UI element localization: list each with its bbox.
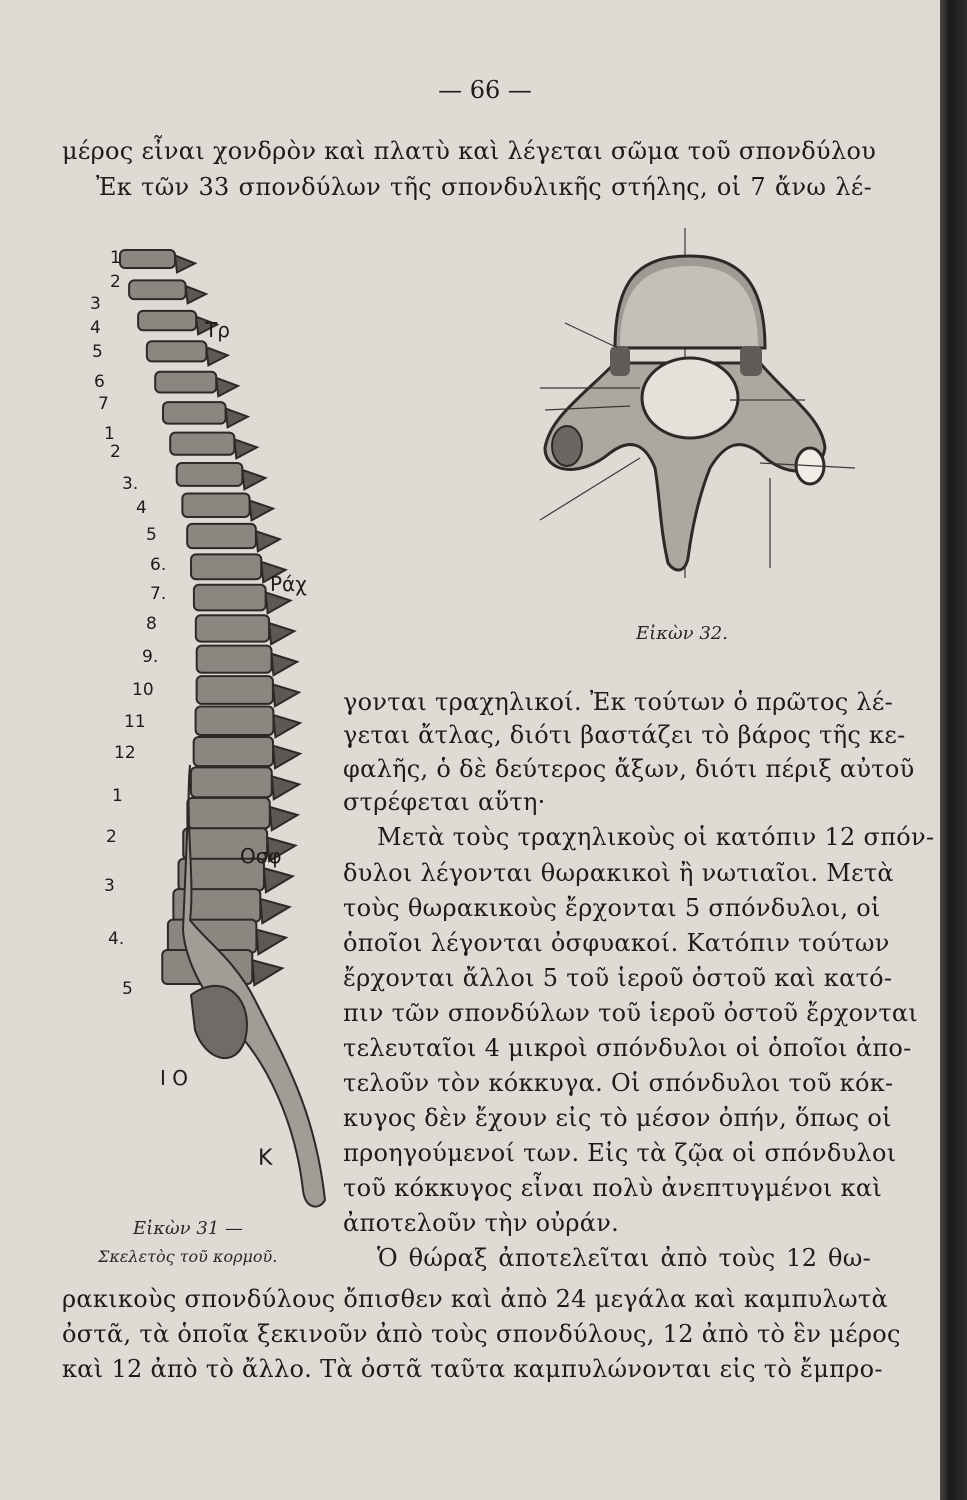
vertebra-shape: [177, 463, 243, 486]
spinous-process-shape: [256, 531, 280, 551]
region-label-cervical: Τρ: [205, 318, 230, 342]
vertebra-shape: [194, 737, 273, 766]
text-line: πιν τῶν σπονδύλων τοῦ ἱεροῦ ὀστοῦ ἔρχονται: [343, 999, 919, 1027]
spinous-process-shape: [272, 776, 299, 799]
spinous-process-shape: [252, 960, 282, 985]
vertebra-number-label: 12: [114, 743, 136, 763]
vertebra-number-label: 8: [146, 614, 157, 634]
spinous-process-shape: [269, 623, 294, 644]
vertebra-number-label: 1: [112, 786, 123, 806]
vertebra-illustration: [520, 228, 860, 593]
spinous-process-shape: [186, 286, 206, 303]
vertebra-number-label: 9.: [142, 647, 159, 667]
book-spine-shadow: [940, 0, 967, 1500]
text-line: ρακικοὺς σπονδύλους ὄπισθεν καὶ ἀπὸ 24 μεγάλα καὶ καμπυλωτὰ: [62, 1285, 888, 1313]
region-label-coccyx: Κ: [258, 1146, 273, 1171]
vertebra-number-label: 4: [136, 498, 147, 518]
text-line: ὀστᾶ, τὰ ὁποῖα ξεκινοῦν ἀπὸ τοὺς σπονδύλους, 12 ἀπὸ τὸ ἓν μέρος: [62, 1320, 901, 1348]
vertebra-shape: [129, 280, 186, 299]
vertebra-number-label: 5: [122, 979, 133, 999]
spinous-process-shape: [206, 347, 227, 365]
spinous-process-shape: [270, 807, 298, 830]
text-line: προηγούμενοί των. Εἰς τὰ ζῷα οἱ σπόνδυλοι: [343, 1139, 897, 1167]
figure-31-caption: Εἰκὼν 31 —: [133, 1218, 243, 1239]
vertebra-number-label: 4: [90, 318, 101, 338]
vertebra-shape: [197, 646, 272, 673]
vertebra-number-label: 7: [98, 394, 109, 414]
vertebra-shape: [197, 676, 273, 704]
text-line: ἀποτελοῦν τὴν οὐράν.: [343, 1209, 620, 1237]
vertebra-number-label: 3: [104, 876, 115, 896]
text-line: τελευταῖοι 4 μικροὶ σπόνδυλοι οἱ ὁποῖοι ἀπο-: [343, 1034, 912, 1062]
spinous-process-shape: [256, 930, 286, 955]
vertebra-number-label: 2: [110, 442, 121, 462]
text-line: δυλοι λέγονται θωρακικοὶ ἢ νωτιαῖοι. Μετὰ: [343, 859, 894, 887]
spinous-process-shape: [273, 715, 300, 737]
vertebra-shape: [170, 433, 234, 455]
text-line: ἔρχονται ἄλλοι 5 τοῦ ἱεροῦ ὀστοῦ καὶ κατό-: [343, 964, 893, 992]
text-line: μέρος εἶναι χονδρὸν καὶ πλατὺ καὶ λέγεται σῶμα τοῦ σπονδύλου: [62, 137, 877, 165]
vertebra-number-label: 5: [92, 342, 103, 362]
vertebra-number-label: 1: [110, 248, 121, 268]
region-label-sacrum: Ι Ο: [160, 1066, 188, 1090]
text-line: ὁποῖοι λέγονται ὀσφυακοί. Κατόπιν τούτων: [343, 929, 890, 957]
vertebra-shape: [147, 341, 207, 361]
vertebra-shape: [155, 372, 216, 393]
text-line: καὶ 12 ἀπὸ τὸ ἄλλο. Τὰ ὀστᾶ ταῦτα καμπυλώνονται εἰς τὸ ἔμπρο-: [62, 1355, 883, 1383]
text-line: στρέφεται αὕτη·: [343, 788, 546, 816]
spinous-process-shape: [234, 439, 257, 458]
vertebra-number-label: 10: [132, 680, 154, 700]
vertebra-number-label: 2: [106, 827, 117, 847]
spinous-process-shape: [273, 684, 299, 706]
vertebra-shape: [163, 402, 226, 423]
region-label-lumbar: Οσφ: [240, 844, 282, 868]
region-label-thoracic: Ράχ: [270, 572, 307, 596]
vertebra-shape: [196, 707, 274, 735]
spinous-process-shape: [271, 654, 297, 676]
spinous-process-shape: [264, 868, 293, 892]
vertebra-number-label: 1: [104, 424, 115, 444]
text-line: Ἐκ τῶν 33 σπονδύλων τῆς σπονδυλικῆς στήλης, οἱ 7 ἄνω λέ-: [96, 173, 872, 201]
spinous-process-shape: [216, 378, 238, 396]
vertebra-shape: [194, 585, 266, 611]
vertebra-number-label: 5: [146, 525, 157, 545]
spinous-process-shape: [175, 255, 195, 272]
vertebra-number-label: 2: [110, 272, 121, 292]
vertebra-number-label: 3: [90, 294, 101, 314]
figure-31-subcaption: Σκελετὸς τοῦ κορμοῦ.: [98, 1247, 278, 1266]
text-line: φαλῆς, ὁ δὲ δεύτερος ἄξων, διότι πέριξ αὐτοῦ: [343, 755, 915, 783]
vertebra-shape: [120, 250, 175, 268]
vertebra-shape: [182, 493, 249, 517]
vertebra-shape: [191, 767, 272, 797]
vertebra-number-label: 3.: [122, 474, 139, 494]
spinous-process-shape: [226, 409, 248, 428]
vertebra-number-label: 6.: [150, 555, 167, 575]
vertebra-number-label: 6: [94, 372, 105, 392]
vertebra-shape: [191, 554, 261, 579]
text-line: τοῦ κόκκυγος εἶναι πολὺ ἀνεπτυγμένοι καὶ: [343, 1174, 883, 1202]
vertebra-number-label: 7.: [150, 584, 167, 604]
spinous-process-shape: [273, 746, 300, 769]
vertebra-shape: [187, 524, 256, 548]
vertebra-number-label: 11: [124, 712, 146, 732]
vertebra-shape: [187, 798, 269, 829]
text-line: γεται ἄτλας, διότι βαστάζει τὸ βάρος τῆς κε-: [343, 721, 906, 749]
text-line: τοὺς θωρακικοὺς ἔρχονται 5 σπόνδυλοι, οἱ: [343, 894, 881, 922]
spinous-process-shape: [242, 470, 265, 489]
page-number: — 66 —: [438, 76, 532, 104]
spinous-process-shape: [250, 501, 273, 521]
vertebra-number-label: 4.: [108, 929, 125, 949]
text-line: κυγος δὲν ἔχουν εἰς τὸ μέσον ὀπήν, ὅπως οἱ: [343, 1104, 892, 1132]
text-line: τελοῦν τὸν κόκκυγα. Οἱ σπόνδυλοι τοῦ κόκ-: [343, 1069, 894, 1097]
text-line: Μετὰ τοὺς τραχηλικοὺς οἱ κατόπιν 12 σπόν-: [377, 823, 935, 851]
vertebra-shape: [138, 311, 196, 330]
text-line: Ὁ θώραξ ἀποτελεῖται ἀπὸ τοὺς 12 θω-: [377, 1244, 871, 1272]
text-line: γονται τραχηλικοί. Ἐκ τούτων ὁ πρῶτος λέ-: [343, 688, 894, 716]
figure-32-caption: Εἰκὼν 32.: [636, 623, 728, 644]
vertebra-shape: [196, 615, 269, 641]
spinous-process-shape: [260, 899, 289, 923]
